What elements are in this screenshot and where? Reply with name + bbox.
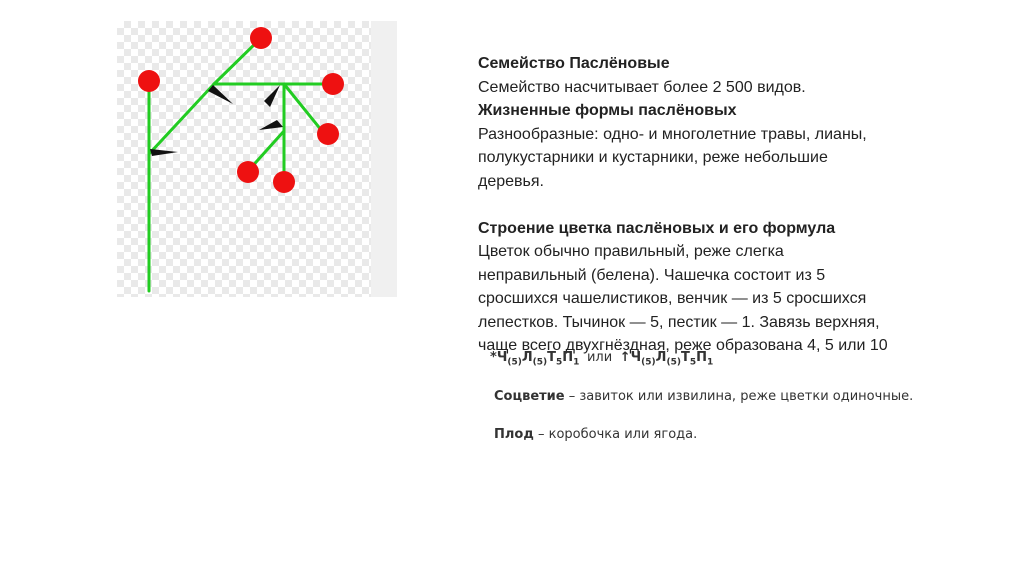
corolla-symbol: Л xyxy=(521,350,533,365)
life-forms-line: полукустарники и кустарники, реже небольшие xyxy=(478,149,828,166)
stamen-symbol: Т xyxy=(547,350,557,365)
description-text xyxy=(478,52,978,354)
formula-or: или xyxy=(586,350,613,365)
inflorescence-diagram-icon xyxy=(117,21,397,297)
arrow-symbol: ↑ xyxy=(619,350,631,365)
formula-image xyxy=(476,344,976,454)
life-forms-line: Разнообразные: одно- и многолетние травы, лианы, xyxy=(478,125,867,143)
stamen-count: 5 xyxy=(689,357,697,368)
inflorescence-text: – завиток или извилина, реже цветки одиночные. xyxy=(564,389,914,404)
stamen-count: 5 xyxy=(556,357,563,368)
corolla-count: (5) xyxy=(666,357,681,368)
flower-line: сросшихся чашелистиков, венчик — из 5 сросшихся xyxy=(478,290,867,307)
pistil-symbol: П xyxy=(562,350,574,365)
star-symbol: * xyxy=(490,350,497,365)
life-forms-heading: Жизненные формы паслёновых xyxy=(478,102,737,119)
stamen-symbol: Т xyxy=(680,350,690,365)
pistil-symbol: П xyxy=(696,350,707,365)
flower-line: неправильный (белена). Чашечка состоит из 5 xyxy=(478,266,826,284)
fruit-label: Плод xyxy=(494,427,534,442)
pistil-count: 1 xyxy=(573,357,580,368)
flower-heading: Строение цветка паслёновых и его формула xyxy=(478,219,836,237)
flower-line: чаще всего двухгнёздная, реже образована 4, 5 или 10 xyxy=(478,337,888,354)
fruit-text: – коробочка или ягода. xyxy=(533,427,698,442)
inflorescence-label: Соцветие xyxy=(494,389,565,404)
inflorescence-illustration xyxy=(117,21,397,297)
corolla-count: (5) xyxy=(532,357,548,368)
fruit-definition xyxy=(494,427,697,442)
pistil-count: 1 xyxy=(706,357,714,368)
family-title: Семейство Паслёновые xyxy=(478,55,670,72)
flower-line: лепестков. Тычинок — 5, пестик — 1. Завязь верхняя, xyxy=(478,313,880,331)
calyx-count: (5) xyxy=(507,357,522,368)
flower-line: Цветок обычно правильный, реже слегка xyxy=(478,243,784,260)
corolla-symbol: Л xyxy=(655,350,667,365)
spacer xyxy=(478,193,978,217)
inflorescence-definition xyxy=(494,389,913,404)
life-forms-line: деревья. xyxy=(478,172,544,190)
calyx-symbol: Ч xyxy=(496,350,508,365)
flower-formula xyxy=(490,350,713,368)
calyx-count: (5) xyxy=(641,357,656,368)
calyx-symbol: Ч xyxy=(630,350,642,365)
species-count: Семейство насчитывает более 2 500 видов. xyxy=(478,78,806,96)
